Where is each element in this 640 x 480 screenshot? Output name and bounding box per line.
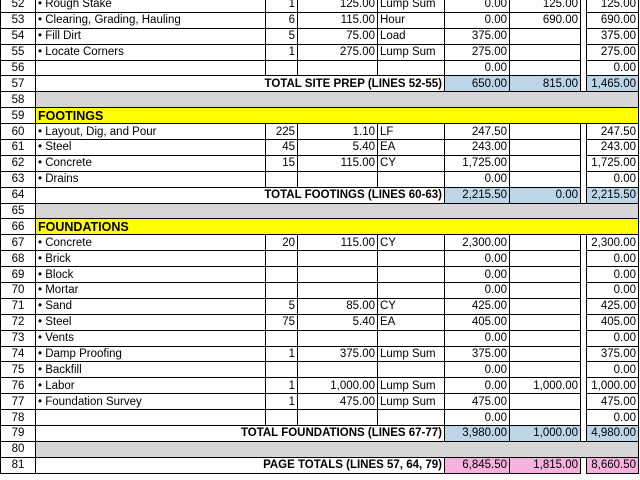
- section-total-label: TOTAL SITE PREP (LINES 52-55): [36, 76, 445, 92]
- section-heading: FOOTINGS: [36, 108, 639, 124]
- quantity: [266, 330, 298, 346]
- quantity: 5: [266, 298, 298, 314]
- item-description: • Concrete: [36, 155, 266, 171]
- unit-price: 115.00: [298, 235, 378, 251]
- estimated-amount: 0.00: [445, 410, 510, 426]
- line-total: 0.00: [587, 267, 639, 283]
- line-number: 68: [1, 251, 36, 267]
- table-row: [1, 124, 639, 140]
- quantity: [266, 410, 298, 426]
- unit: [378, 251, 445, 267]
- unit: EA: [378, 314, 445, 330]
- line-number: 52: [1, 0, 36, 12]
- actual-amount: [510, 155, 581, 171]
- quantity: 75: [266, 314, 298, 330]
- unit-price: [298, 330, 378, 346]
- line-number: 57: [1, 76, 36, 92]
- item-description: • Locate Corners: [36, 44, 266, 60]
- estimated-amount: 0.00: [445, 171, 510, 187]
- table-row: [1, 60, 639, 76]
- table-row: [1, 298, 639, 314]
- estimated-amount: 0.00: [445, 362, 510, 378]
- line-number: 81: [1, 457, 36, 473]
- table-row: [1, 235, 639, 251]
- line-total: 125.00: [587, 0, 639, 12]
- line-total: 247.50: [587, 124, 639, 140]
- estimated-amount: 475.00: [445, 394, 510, 410]
- line-number: 58: [1, 92, 36, 108]
- item-description: • Damp Proofing: [36, 346, 266, 362]
- item-description: • Layout, Dig, and Pour: [36, 124, 266, 140]
- item-description: • Steel: [36, 140, 266, 156]
- section-heading: FOUNDATIONS: [36, 219, 639, 235]
- table-row: [1, 251, 639, 267]
- line-number: 61: [1, 140, 36, 156]
- table-row: [1, 283, 639, 299]
- item-description: • Backfill: [36, 362, 266, 378]
- line-number: 54: [1, 28, 36, 44]
- unit: CY: [378, 235, 445, 251]
- unit: Lump Sum: [378, 378, 445, 394]
- unit: Hour: [378, 12, 445, 28]
- actual-amount: [510, 140, 581, 156]
- actual-amount: 690.00: [510, 12, 581, 28]
- table-row: [1, 330, 639, 346]
- quantity: [266, 60, 298, 76]
- actual-amount: [510, 124, 581, 140]
- line-number: 59: [1, 108, 36, 124]
- unit: [378, 283, 445, 299]
- item-description: • Concrete: [36, 235, 266, 251]
- line-total: 243.00: [587, 140, 639, 156]
- estimated-total: 2,215.50: [445, 187, 510, 203]
- actual-total: 0.00: [510, 187, 581, 203]
- line-total: 375.00: [587, 28, 639, 44]
- quantity: 1: [266, 0, 298, 12]
- estimated-amount: 405.00: [445, 314, 510, 330]
- estimated-total: 650.00: [445, 76, 510, 92]
- item-description: • Vents: [36, 330, 266, 346]
- actual-amount: [510, 298, 581, 314]
- section-total-label: TOTAL FOOTINGS (LINES 60-63): [36, 187, 445, 203]
- quantity: 20: [266, 235, 298, 251]
- line-number: 74: [1, 346, 36, 362]
- unit: [378, 362, 445, 378]
- unit-price: [298, 410, 378, 426]
- item-description: • Fill Dirt: [36, 28, 266, 44]
- line-number: 77: [1, 394, 36, 410]
- table-row: [1, 394, 639, 410]
- estimated-amount: 2,300.00: [445, 235, 510, 251]
- actual-amount: [510, 346, 581, 362]
- line-total: 2,300.00: [587, 235, 639, 251]
- quantity: 1: [266, 346, 298, 362]
- line-number: 72: [1, 314, 36, 330]
- unit-price: [298, 362, 378, 378]
- unit-price: 75.00: [298, 28, 378, 44]
- unit: CY: [378, 298, 445, 314]
- actual-amount: [510, 330, 581, 346]
- line-total: 425.00: [587, 298, 639, 314]
- actual-total: 1,000.00: [510, 426, 581, 442]
- actual-amount: [510, 362, 581, 378]
- unit: Lump Sum: [378, 0, 445, 12]
- estimated-amount: 375.00: [445, 346, 510, 362]
- unit-price: 375.00: [298, 346, 378, 362]
- actual-amount: [510, 267, 581, 283]
- unit-price: [298, 267, 378, 283]
- estimated-amount: 0.00: [445, 12, 510, 28]
- line-number: 62: [1, 155, 36, 171]
- estimated-amount: 0.00: [445, 60, 510, 76]
- unit-price: [298, 60, 378, 76]
- unit-price: 85.00: [298, 298, 378, 314]
- estimated-amount: 0.00: [445, 0, 510, 12]
- actual-total: 815.00: [510, 76, 581, 92]
- line-total: 275.00: [587, 44, 639, 60]
- line-total: 690.00: [587, 12, 639, 28]
- line-number: 56: [1, 60, 36, 76]
- line-number: 79: [1, 426, 36, 442]
- heading-row: [1, 219, 639, 235]
- line-number: 73: [1, 330, 36, 346]
- quantity: 45: [266, 140, 298, 156]
- total-row: [1, 426, 639, 442]
- spacer-bar: [36, 92, 639, 108]
- unit: [378, 330, 445, 346]
- unit-price: 5.40: [298, 314, 378, 330]
- line-total: 0.00: [587, 251, 639, 267]
- heading-row: [1, 108, 639, 124]
- grand-total: 8,660.50: [587, 457, 639, 473]
- unit-price: 1.10: [298, 124, 378, 140]
- line-number: 63: [1, 171, 36, 187]
- estimated-amount: 0.00: [445, 330, 510, 346]
- line-number: 55: [1, 44, 36, 60]
- line-total: 1,725.00: [587, 155, 639, 171]
- table-row: [1, 362, 639, 378]
- unit-price: [298, 283, 378, 299]
- line-number: 64: [1, 187, 36, 203]
- estimated-amount: 425.00: [445, 298, 510, 314]
- item-description: • Drains: [36, 171, 266, 187]
- table-row: [1, 0, 639, 12]
- table-row: [1, 155, 639, 171]
- line-total: 0.00: [587, 60, 639, 76]
- item-description: • Foundation Survey: [36, 394, 266, 410]
- actual-amount: [510, 410, 581, 426]
- actual-amount: [510, 314, 581, 330]
- line-total: 375.00: [587, 346, 639, 362]
- actual-total: 1,815.00: [510, 457, 581, 473]
- line-number: 69: [1, 267, 36, 283]
- spacer-row: [1, 441, 639, 457]
- spacer-row: [1, 92, 639, 108]
- estimated-amount: 0.00: [445, 378, 510, 394]
- line-total: 0.00: [587, 362, 639, 378]
- actual-amount: [510, 44, 581, 60]
- item-description: • Steel: [36, 314, 266, 330]
- pagetotal-row: [1, 457, 639, 473]
- quantity: [266, 283, 298, 299]
- line-total: 0.00: [587, 171, 639, 187]
- page-total-label: PAGE TOTALS (LINES 57, 64, 79): [36, 457, 445, 473]
- line-number: 66: [1, 219, 36, 235]
- spacer-bar: [36, 441, 639, 457]
- line-number: 71: [1, 298, 36, 314]
- quantity: 15: [266, 155, 298, 171]
- line-total: 475.00: [587, 394, 639, 410]
- actual-amount: 1,000.00: [510, 378, 581, 394]
- grand-total: 1,465.00: [587, 76, 639, 92]
- unit: EA: [378, 140, 445, 156]
- estimated-amount: 0.00: [445, 267, 510, 283]
- unit-price: [298, 171, 378, 187]
- item-description: [36, 410, 266, 426]
- quantity: [266, 171, 298, 187]
- unit: [378, 171, 445, 187]
- total-row: [1, 76, 639, 92]
- unit: CY: [378, 155, 445, 171]
- quantity: 6: [266, 12, 298, 28]
- quantity: 225: [266, 124, 298, 140]
- table-row: [1, 140, 639, 156]
- estimated-total: 6,845.50: [445, 457, 510, 473]
- quantity: 5: [266, 28, 298, 44]
- spacer-row: [1, 203, 639, 219]
- line-total: 405.00: [587, 314, 639, 330]
- unit-price: 115.00: [298, 12, 378, 28]
- quantity: 1: [266, 394, 298, 410]
- section-total-label: TOTAL FOUNDATIONS (LINES 67-77): [36, 426, 445, 442]
- line-number: 70: [1, 283, 36, 299]
- table-row: [1, 44, 639, 60]
- item-description: • Brick: [36, 251, 266, 267]
- unit-price: 275.00: [298, 44, 378, 60]
- item-description: [36, 60, 266, 76]
- estimated-amount: 375.00: [445, 28, 510, 44]
- actual-amount: 125.00: [510, 0, 581, 12]
- actual-amount: [510, 60, 581, 76]
- line-total: 1,000.00: [587, 378, 639, 394]
- actual-amount: [510, 171, 581, 187]
- unit: Lump Sum: [378, 44, 445, 60]
- unit-price: 115.00: [298, 155, 378, 171]
- unit: LF: [378, 124, 445, 140]
- unit: Lump Sum: [378, 346, 445, 362]
- unit-price: 475.00: [298, 394, 378, 410]
- table-row: [1, 346, 639, 362]
- grand-total: 2,215.50: [587, 187, 639, 203]
- quantity: [266, 267, 298, 283]
- line-total: 0.00: [587, 410, 639, 426]
- actual-amount: [510, 283, 581, 299]
- line-number: 75: [1, 362, 36, 378]
- line-total: 0.00: [587, 283, 639, 299]
- table-row: [1, 28, 639, 44]
- unit: [378, 410, 445, 426]
- item-description: • Block: [36, 267, 266, 283]
- actual-amount: [510, 394, 581, 410]
- quantity: [266, 362, 298, 378]
- estimated-amount: 0.00: [445, 283, 510, 299]
- actual-amount: [510, 28, 581, 44]
- quantity: 1: [266, 378, 298, 394]
- table-row: [1, 378, 639, 394]
- item-description: • Clearing, Grading, Hauling: [36, 12, 266, 28]
- item-description: • Mortar: [36, 283, 266, 299]
- line-total: 0.00: [587, 330, 639, 346]
- estimated-amount: 275.00: [445, 44, 510, 60]
- table-row: [1, 171, 639, 187]
- unit: Load: [378, 28, 445, 44]
- actual-amount: [510, 251, 581, 267]
- table-row: [1, 410, 639, 426]
- estimated-amount: 243.00: [445, 140, 510, 156]
- unit: [378, 60, 445, 76]
- unit-price: 5.40: [298, 140, 378, 156]
- estimated-total: 3,980.00: [445, 426, 510, 442]
- line-number: 60: [1, 124, 36, 140]
- table-row: [1, 267, 639, 283]
- line-number: 67: [1, 235, 36, 251]
- unit: Lump Sum: [378, 394, 445, 410]
- estimated-amount: 1,725.00: [445, 155, 510, 171]
- table-row: [1, 314, 639, 330]
- unit: [378, 267, 445, 283]
- line-number: 53: [1, 12, 36, 28]
- table-row: [1, 12, 639, 28]
- line-number: 65: [1, 203, 36, 219]
- line-number: 76: [1, 378, 36, 394]
- unit-price: 125.00: [298, 0, 378, 12]
- estimated-amount: 247.50: [445, 124, 510, 140]
- actual-amount: [510, 235, 581, 251]
- item-description: • Labor: [36, 378, 266, 394]
- estimated-amount: 0.00: [445, 251, 510, 267]
- line-number: 78: [1, 410, 36, 426]
- grand-total: 4,980.00: [587, 426, 639, 442]
- total-row: [1, 187, 639, 203]
- spacer-bar: [36, 203, 639, 219]
- item-description: • Rough Stake: [36, 0, 266, 12]
- unit-price: 1,000.00: [298, 378, 378, 394]
- unit-price: [298, 251, 378, 267]
- line-number: 80: [1, 441, 36, 457]
- quantity: 1: [266, 44, 298, 60]
- item-description: • Sand: [36, 298, 266, 314]
- quantity: [266, 251, 298, 267]
